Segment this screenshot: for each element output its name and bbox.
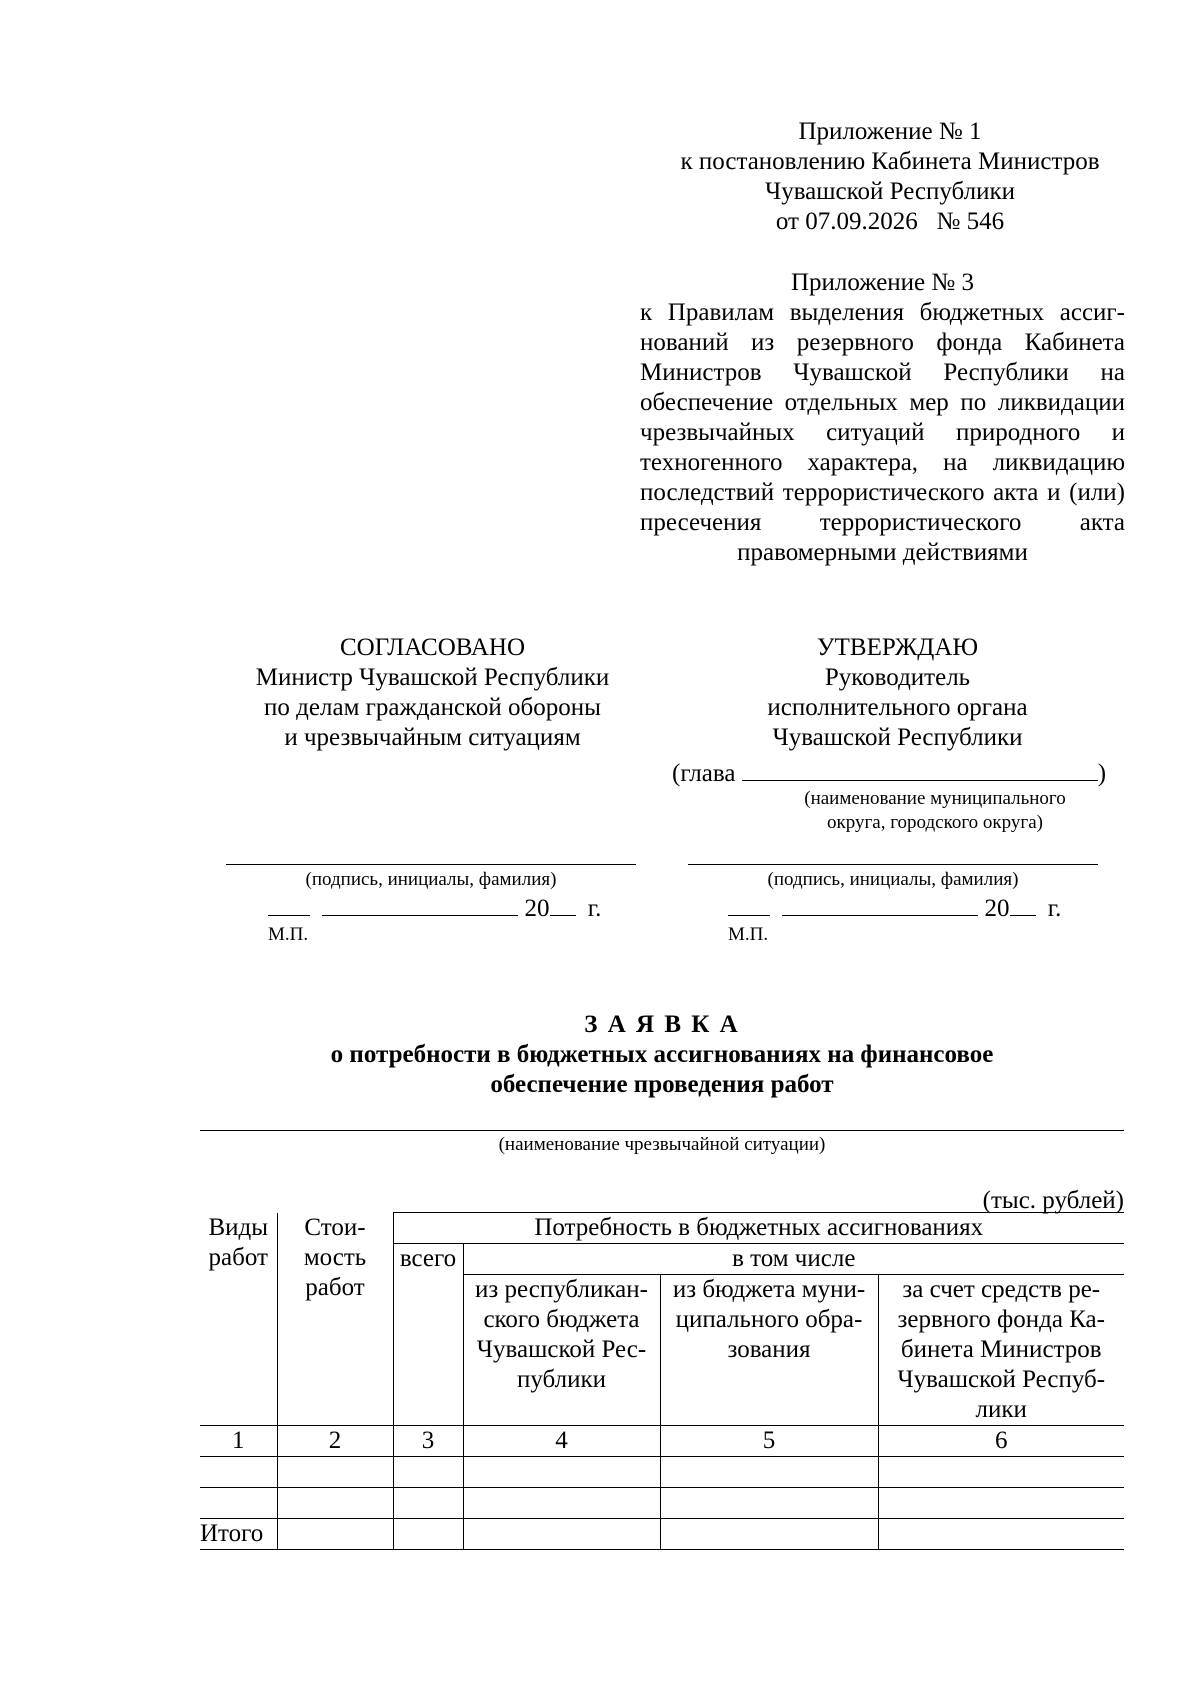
header-republic-budget: из республикан- ского бюджета Чувашской Рес- публики	[463, 1275, 660, 1426]
budget-request-table	[200, 1212, 1124, 1550]
approve-line: Чувашской Республики	[772, 724, 1023, 751]
column-number: 4	[463, 1426, 660, 1457]
table-cell[interactable]	[463, 1519, 660, 1550]
request-subtitle	[200, 1040, 1124, 1100]
table-cell[interactable]	[463, 1457, 660, 1488]
municipal-caption-line: (наименование муниципального	[804, 788, 1066, 809]
head-prefix: (глава	[672, 760, 736, 787]
municipal-caption	[745, 787, 1125, 835]
table-cell[interactable]	[277, 1457, 393, 1488]
emergency-name-line	[200, 1130, 1124, 1131]
table-cell[interactable]	[393, 1519, 463, 1550]
approve-year-suffix: г.	[1047, 895, 1062, 922]
table-cell[interactable]	[660, 1519, 878, 1550]
column-number: 2	[277, 1426, 393, 1457]
agreed-date-line	[268, 893, 601, 924]
emergency-caption: (наименование чрезвычайной ситуации)	[498, 1134, 826, 1155]
approve-day-blank	[728, 893, 770, 916]
agreed-day-blank	[268, 893, 310, 916]
table-cell[interactable]	[393, 1457, 463, 1488]
table-cell[interactable]	[463, 1488, 660, 1519]
agreed-line: и чрезвычайным ситуациям	[284, 724, 581, 751]
municipality-name-blank	[742, 756, 1098, 781]
units-label: (тыс. рублей)	[982, 1187, 1124, 1214]
municipal-caption-line: округа, городского округа)	[827, 812, 1043, 833]
header-reserve-fund: за счет средств ре- зервного фонда Ка- бинета Министров Чувашской Респуб- лики	[878, 1275, 1124, 1426]
approve-line: исполнительного органа	[767, 694, 1028, 721]
table-row	[200, 1488, 1124, 1519]
appendix-3-title: Приложение № 3	[790, 269, 975, 296]
table-cell[interactable]	[277, 1488, 393, 1519]
header-work-cost: Стои- мость работ	[277, 1213, 393, 1426]
appendix-1-title: Приложение № 1	[798, 118, 982, 145]
approve-year-blank	[1010, 893, 1036, 916]
head-suffix: )	[1097, 760, 1107, 787]
header-municipal-budget: из бюджета муни- ципального обра- зования	[660, 1275, 878, 1426]
column-numbers-row	[200, 1426, 1124, 1457]
agreed-signature-line	[226, 864, 636, 865]
agreed-line: Министр Чувашской Республики	[255, 664, 610, 691]
approve-heading: УТВЕРЖДАЮ	[816, 634, 979, 661]
agreed-year-blank	[550, 893, 576, 916]
column-number: 1	[200, 1426, 277, 1457]
agreed-month-blank	[322, 893, 518, 916]
agreed-heading: СОГЛАСОВАНО	[339, 634, 526, 661]
appendix-3-block	[640, 268, 1125, 568]
table-cell[interactable]	[878, 1519, 1124, 1550]
table-cell[interactable]	[393, 1488, 463, 1519]
approve-year-prefix: 20	[984, 895, 1010, 922]
appendix-1-block	[640, 117, 1140, 237]
appendix-3-text: к Правилам выделения бюджетных ассигнований из резервного фонда Кабинета Министров Чувашской Республики на обеспечение отдельных мер по ликвидации чрезвычайных ситуаций природного и техногенного характера, на ликвидацию последствий террористического акта и (или) пресечения террористического акта правомерными действиями	[640, 299, 1125, 566]
table-cell[interactable]	[878, 1457, 1124, 1488]
request-subtitle-line: о потребности в бюджетных ассигнованиях на финансовое	[330, 1041, 994, 1068]
column-number: 6	[878, 1426, 1124, 1457]
agreed-signature-caption: (подпись, инициалы, фамилия)	[305, 869, 557, 890]
approve-line: Руководитель	[824, 664, 971, 691]
agreed-block	[225, 633, 640, 753]
header-total: всего	[393, 1244, 463, 1426]
appendix-1-line: к постановлению Кабинета Министров	[680, 148, 1100, 175]
head-of-municipality-line	[672, 756, 1132, 789]
request-subtitle-line: обеспечение проведения работ	[490, 1071, 834, 1098]
header-budget-need: Потребность в бюджетных ассигнованиях	[393, 1213, 1124, 1244]
table-cell[interactable]	[660, 1457, 878, 1488]
total-row-label: Итого	[200, 1519, 277, 1550]
table-row	[200, 1457, 1124, 1488]
request-title: З А Я В К А	[584, 1011, 740, 1038]
total-row	[200, 1519, 1124, 1550]
table-cell[interactable]	[277, 1519, 393, 1550]
appendix-1-line: Чувашской Республики	[764, 178, 1016, 205]
column-number: 5	[660, 1426, 878, 1457]
agreed-year-suffix: г.	[587, 895, 602, 922]
header-work-types: Виды работ	[200, 1213, 277, 1426]
table-cell[interactable]	[200, 1488, 277, 1519]
table-cell[interactable]	[200, 1457, 277, 1488]
agreed-line: по делам гражданской обороны	[264, 694, 601, 721]
table-cell[interactable]	[878, 1488, 1124, 1519]
approve-signature-line	[688, 864, 1098, 865]
approve-block	[690, 633, 1105, 753]
approve-stamp: М.П.	[728, 924, 769, 945]
header-including: в том числе	[463, 1244, 1124, 1275]
agreed-year-prefix: 20	[524, 895, 550, 922]
approve-date-line	[728, 893, 1061, 924]
agreed-stamp: М.П.	[268, 924, 309, 945]
approve-signature-caption: (подпись, инициалы, фамилия)	[767, 869, 1019, 890]
table-cell[interactable]	[660, 1488, 878, 1519]
column-number: 3	[393, 1426, 463, 1457]
approve-month-blank	[782, 893, 978, 916]
appendix-1-date-number: от 07.09.2026 № 546	[775, 208, 1005, 235]
